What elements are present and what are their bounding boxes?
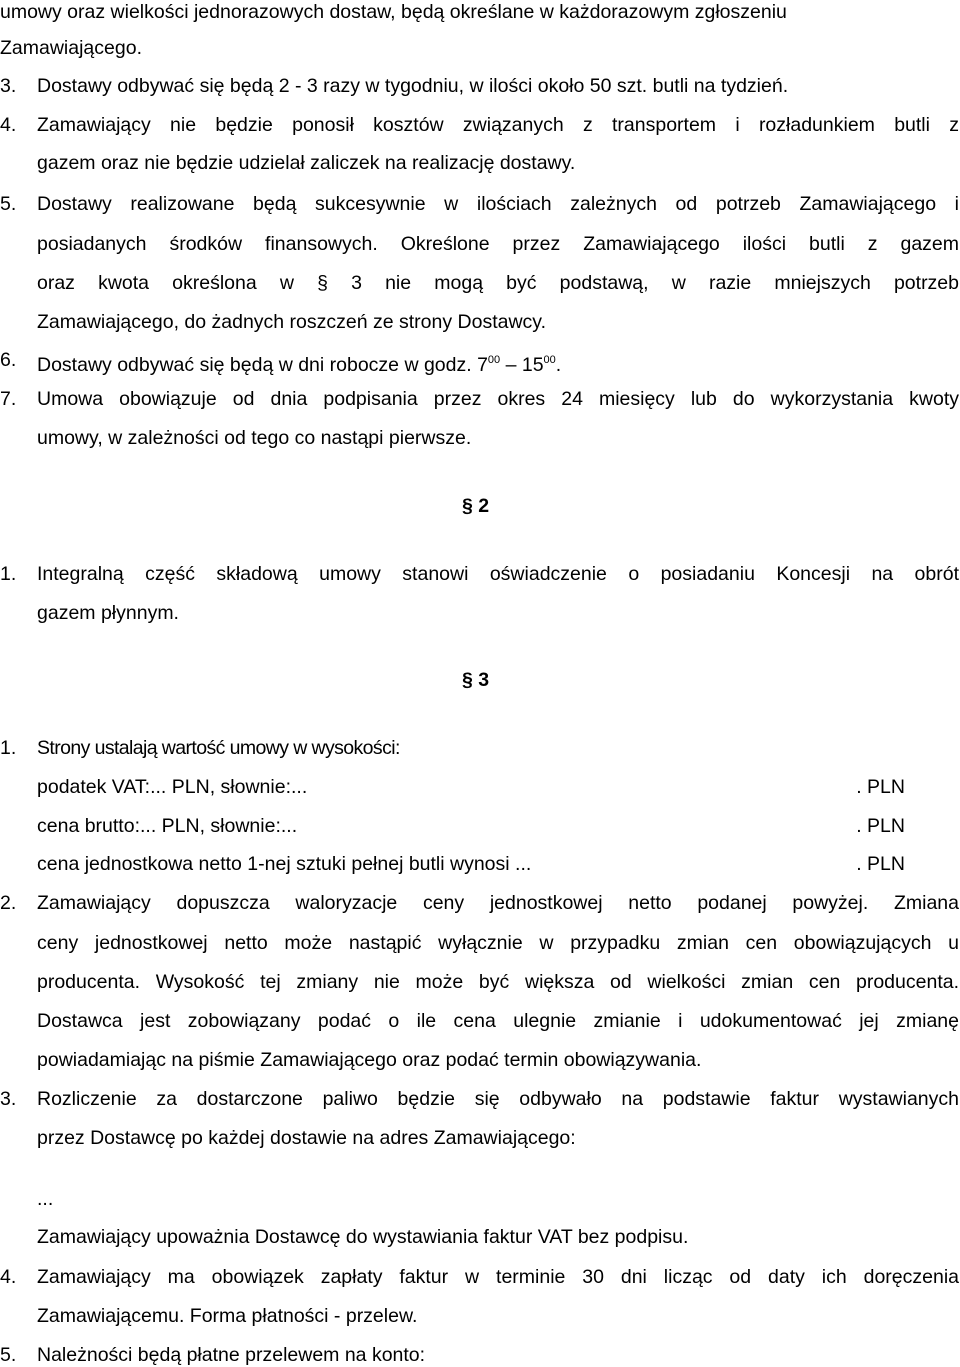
text-part: Dostawy odbywać się będą w dni robocze w godz. 7: [37, 354, 488, 376]
superscript: 00: [543, 354, 556, 366]
item-number: 4.: [0, 1266, 17, 1288]
text-line: [37, 348, 960, 377]
text-line: Należności będą płatne przelewem na konto:: [37, 1344, 426, 1366]
superscript: 00: [487, 354, 501, 366]
text-line: przez Dostawcę po każdej dostawie na adres Zamawiającego:: [37, 1127, 576, 1149]
item-number: 1.: [0, 563, 17, 585]
item-number: 5.: [0, 193, 17, 215]
text-line: Zamawiającego, do żadnych roszczeń ze strony Dostawcy.: [37, 311, 547, 333]
item-number: 3.: [0, 75, 17, 97]
item-number: 6.: [0, 349, 17, 371]
text-line: Strony ustalają wartość umowy w wysokości:: [37, 737, 400, 759]
text-line: Dostawca jest zobowiązany podać o ile cena ulegnie zmianie i udokumentować jej zmianę: [37, 1010, 959, 1032]
section-heading: § 3: [462, 669, 490, 691]
price-row-vat: [37, 775, 905, 799]
text-line: Dostawy odbywać się będą 2 - 3 razy w tygodniu, w ilości około 50 szt. butli na tydzień.: [37, 75, 789, 97]
text-line: Zamawiający ma obowiązek zapłaty faktur w terminie 30 dni licząc od daty ich doręczenia: [37, 1266, 959, 1288]
text-line: posiadanych środków finansowych. Określone przez Zamawiającego ilości butli z gazem: [37, 233, 959, 255]
text-line: Zamawiający dopuszcza waloryzacje ceny jednostkowej netto podanej powyżej. Zmiana: [37, 892, 959, 914]
text-line: Zamawiającego.: [0, 37, 142, 59]
text-line: Rozliczenie za dostarczone paliwo będzie się odbywało na podstawie faktur wystawianych: [37, 1088, 959, 1110]
text-line: oraz kwota określona w § 3 nie mogą być podstawą, w razie mniejszych potrzeb: [37, 272, 959, 294]
text-line: ceny jednostkowej netto może nastąpić wyłącznie w przypadku zmian cen obowiązujących u: [37, 932, 959, 954]
price-label: podatek VAT:... PLN, słownie:...: [37, 776, 308, 798]
text-line: Umowa obowiązuje od dnia podpisania przez okres 24 miesięcy lub do wykorzystania kwoty: [37, 388, 959, 410]
item-number: 1.: [0, 737, 17, 759]
dotted-blank-line: ...: [37, 1188, 54, 1210]
text-line: Integralną część składową umowy stanowi oświadczenie o posiadaniu Koncesji na obrót: [37, 563, 959, 585]
text-line: Zamawiający nie będzie ponosił kosztów związanych z transportem i rozładunkiem butli z: [37, 114, 959, 136]
item-number: 4.: [0, 114, 17, 136]
price-row-brutto: [37, 814, 905, 838]
text-part: – 15: [500, 354, 544, 376]
text-line: gazem oraz nie będzie udzielał zaliczek na realizację dostawy.: [37, 152, 576, 174]
text-line: umowy oraz wielkości jednorazowych dostaw, będą określane w każdorazowym zgłoszeniu: [0, 1, 787, 23]
text-line: powiadamiając na piśmie Zamawiającego oraz podać termin obowiązywania.: [37, 1049, 702, 1071]
text-line: gazem płynnym.: [37, 602, 179, 624]
text-part: .: [555, 354, 562, 376]
price-unit: . PLN: [856, 853, 905, 875]
text-line: Zamawiającemu. Forma płatności - przelew.: [37, 1305, 418, 1327]
item-number: 2.: [0, 892, 17, 914]
item-number: 7.: [0, 388, 17, 410]
price-label: cena jednostkowa netto 1-nej sztuki pełnej butli wynosi ...: [37, 853, 532, 875]
text-line: producenta. Wysokość tej zmiany nie może być większa od wielkości zmian cen producenta.: [37, 971, 959, 993]
text-line: Dostawy realizowane będą sukcesywnie w ilościach zależnych od potrzeb Zamawiającego i: [37, 193, 959, 215]
price-row-netto: [37, 852, 905, 876]
section-heading: § 2: [462, 495, 490, 517]
text-line: umowy, w zależności od tego co nastąpi pierwsze.: [37, 427, 472, 449]
item-number: 3.: [0, 1088, 17, 1110]
item-number: 5.: [0, 1344, 17, 1366]
text-line: Zamawiający upoważnia Dostawcę do wystawiania faktur VAT bez podpisu.: [37, 1226, 689, 1248]
price-unit: . PLN: [856, 815, 905, 837]
price-unit: . PLN: [856, 776, 905, 798]
price-label: cena brutto:... PLN, słownie:...: [37, 815, 298, 837]
